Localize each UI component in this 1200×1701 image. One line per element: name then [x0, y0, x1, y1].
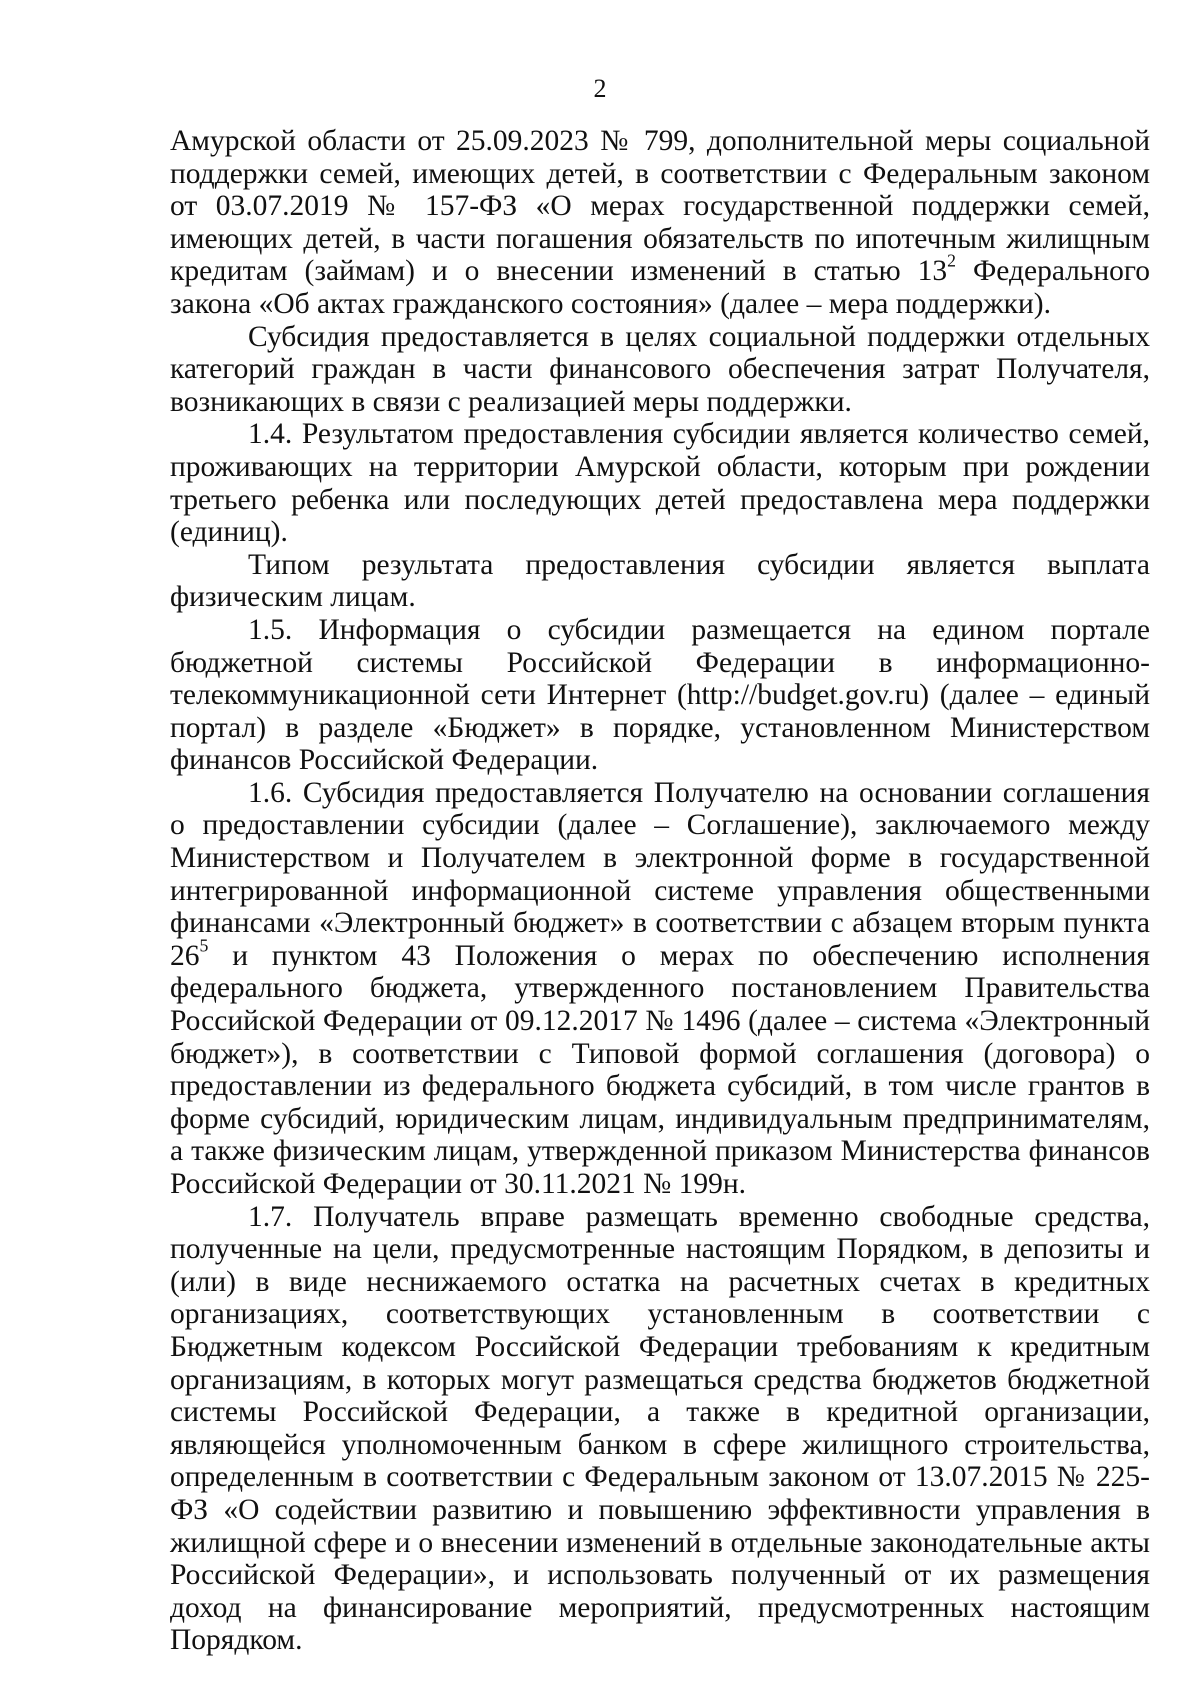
- paragraph-text: Типом результата предоставления субсидии является выплата физическим лицам.: [170, 548, 1150, 614]
- paragraph-p0: [170, 125, 1150, 321]
- document-body: [170, 125, 1150, 1657]
- paragraph-text: 1.6. Субсидия предоставляется Получателю на основании соглашения о предоставлении субсидии (далее – Соглашение), заключаемого между Министерством и Получателем в электронной форме в государственной интегрированной информационной системе управления общественными финансами «Электронный бюджет» в соответствии с абзацем вторым пункта 26: [170, 776, 1150, 972]
- paragraph-text: Субсидия предоставляется в целях социальной поддержки отдельных категорий граждан в части финансового обеспечения затрат Получателя, возникающих в связи с реализацией меры поддержки.: [170, 320, 1150, 418]
- superscript: 5: [199, 935, 209, 956]
- paragraph-p1: [170, 321, 1150, 419]
- superscript: 2: [947, 251, 956, 272]
- page-number: 2: [593, 74, 607, 103]
- paragraph-p6: [170, 1201, 1150, 1657]
- paragraph-text: 1.7. Получатель вправе размещать временно свободные средства, полученные на цели, предусмотренные настоящим Порядком, в депозиты и (или) в виде неснижаемого остатка на расчетных счетах в кредитных организациях, соответствующих установленным в соответствии с Бюджетным кодексом Российской Федерации требованиям к кредитным организациям, в которых могут размещаться средства бюджетов бюджетной системы Российской Федерации, а также в кредитной организации, являющейся уполномоченным банком в сфере жилищного строительства, определенным в соответствии с Федеральным законом от 13.07.2015 № 225-ФЗ «О содействии развитию и повышению эффективности управления в жилищной сфере и о внесении изменений в отдельные законодательные акты Российской Федерации», и использовать полученный от их размещения доход на финансирование мероприятий, предусмотренных настоящим Порядком.: [170, 1200, 1150, 1657]
- paragraph-text: Федерального закона «Об актах гражданского состояния» (далее – мера поддержки).: [170, 255, 1150, 320]
- paragraph-p5: [170, 777, 1150, 1201]
- paragraph-text: 1.5. Информация о субсидии размещается на едином портале бюджетной системы Российской Федерации в информационно-телекоммуникационной сети Интернет (http://budget.gov.ru) (далее – единый портал) в разделе «Бюджет» в порядке, установленном Министерством финансов Российской Федерации.: [170, 613, 1150, 777]
- paragraph-text: 1.4. Результатом предоставления субсидии является количество семей, проживающих на территории Амурской области, которым при рождении третьего ребенка или последующих детей предоставлена мера поддержки (единиц).: [170, 418, 1150, 549]
- paragraph-p4: [170, 614, 1150, 777]
- paragraph-p3: [170, 549, 1150, 614]
- paragraph-text: и пунктом 43 Положения о мерах по обеспечению исполнения федерального бюджета, утвержденного постановлением Правительства Российской Федерации от 09.12.2017 № 1496 (далее – система «Электронный бюджет»), в соответствии с Типовой формой соглашения (договора) о предоставлении из федерального бюджета субсидий, в том числе грантов в форме субсидий, юридическим лицам, индивидуальным предпринимателям, а также физическим лицам, утвержденной приказом Министерства финансов Российской Федерации от 30.11.2021 № 199н.: [170, 939, 1150, 1200]
- paragraph-text: Амурской области от 25.09.2023 № 799, дополнительной меры социальной поддержки семей, имеющих детей, в соответствии с Федеральным законом от 03.07.2019 № 157-ФЗ «О мерах государственной поддержки семей, имеющих детей, в части погашения обязательств по ипотечным жилищным кредитам (займам) и о внесении изменений в статью 13: [170, 125, 1150, 288]
- paragraph-p2: [170, 418, 1150, 548]
